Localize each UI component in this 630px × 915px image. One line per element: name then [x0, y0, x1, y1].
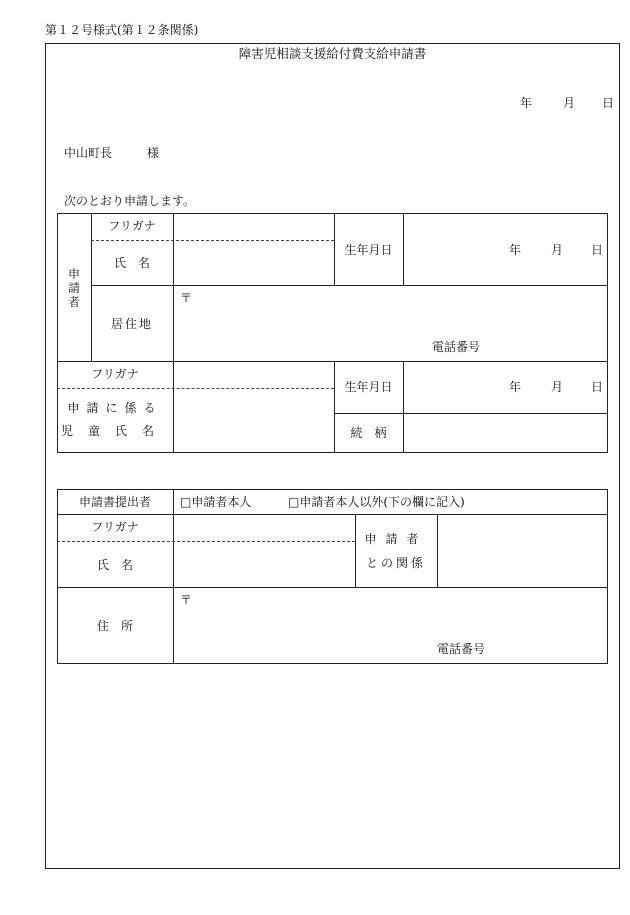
- submitter-option-other[interactable]: □申請者本人以外(下の欄に記入): [288, 495, 465, 509]
- child-name-label-line2: 児童氏名: [60, 424, 169, 438]
- form-number: 第１２号様式(第１２条関係): [45, 23, 199, 37]
- date-month: 月: [563, 96, 576, 110]
- date-year: 年: [520, 96, 533, 110]
- child-name-label-line1: 申請に係る: [67, 401, 163, 415]
- submitter-relation-label-line1: 申請者: [364, 532, 428, 546]
- addressee-suffix: 様: [147, 146, 160, 160]
- intro-text: 次のとおり申請します。: [64, 194, 196, 208]
- applicant-address-label: 居住地: [110, 317, 153, 331]
- applicant-birth-year: 年: [509, 243, 522, 257]
- submitter-name-label: 氏 名: [96, 558, 133, 572]
- submitter-phone-label: 電話番号: [437, 642, 486, 656]
- date-day: 日: [602, 96, 615, 110]
- submitter-postal-mark: 〒: [180, 593, 193, 607]
- addressee: 中山町長: [64, 146, 113, 160]
- submitter-furigana-label: フリガナ: [91, 520, 139, 534]
- submitter-address-label: 住 所: [96, 619, 133, 633]
- form-frame: [45, 43, 620, 869]
- applicant-furigana-label: フリガナ: [108, 219, 156, 233]
- submitter-option-self[interactable]: □申請者本人: [180, 495, 252, 509]
- applicant-section-label: 申請者: [67, 267, 80, 309]
- applicant-birth-day: 日: [591, 243, 604, 257]
- child-relation-label: 続 柄: [350, 426, 387, 440]
- child-birth-year: 年: [509, 380, 522, 394]
- child-birth-month: 月: [551, 380, 564, 394]
- applicant-birth-label: 生年月日: [344, 243, 393, 257]
- submitter-label: 申請書提出者: [78, 495, 151, 509]
- child-birth-label: 生年月日: [344, 380, 393, 394]
- applicant-postal-mark: 〒: [180, 291, 193, 305]
- submitter-relation-label-line2: との関係: [365, 556, 426, 570]
- applicant-name-label: 氏 名: [113, 256, 150, 270]
- form-title: 障害児相談支援給付費支給申請書: [238, 46, 427, 61]
- applicant-birth-month: 月: [551, 243, 564, 257]
- child-birth-day: 日: [591, 380, 604, 394]
- applicant-phone-label: 電話番号: [432, 340, 481, 354]
- child-furigana-label: フリガナ: [91, 367, 139, 381]
